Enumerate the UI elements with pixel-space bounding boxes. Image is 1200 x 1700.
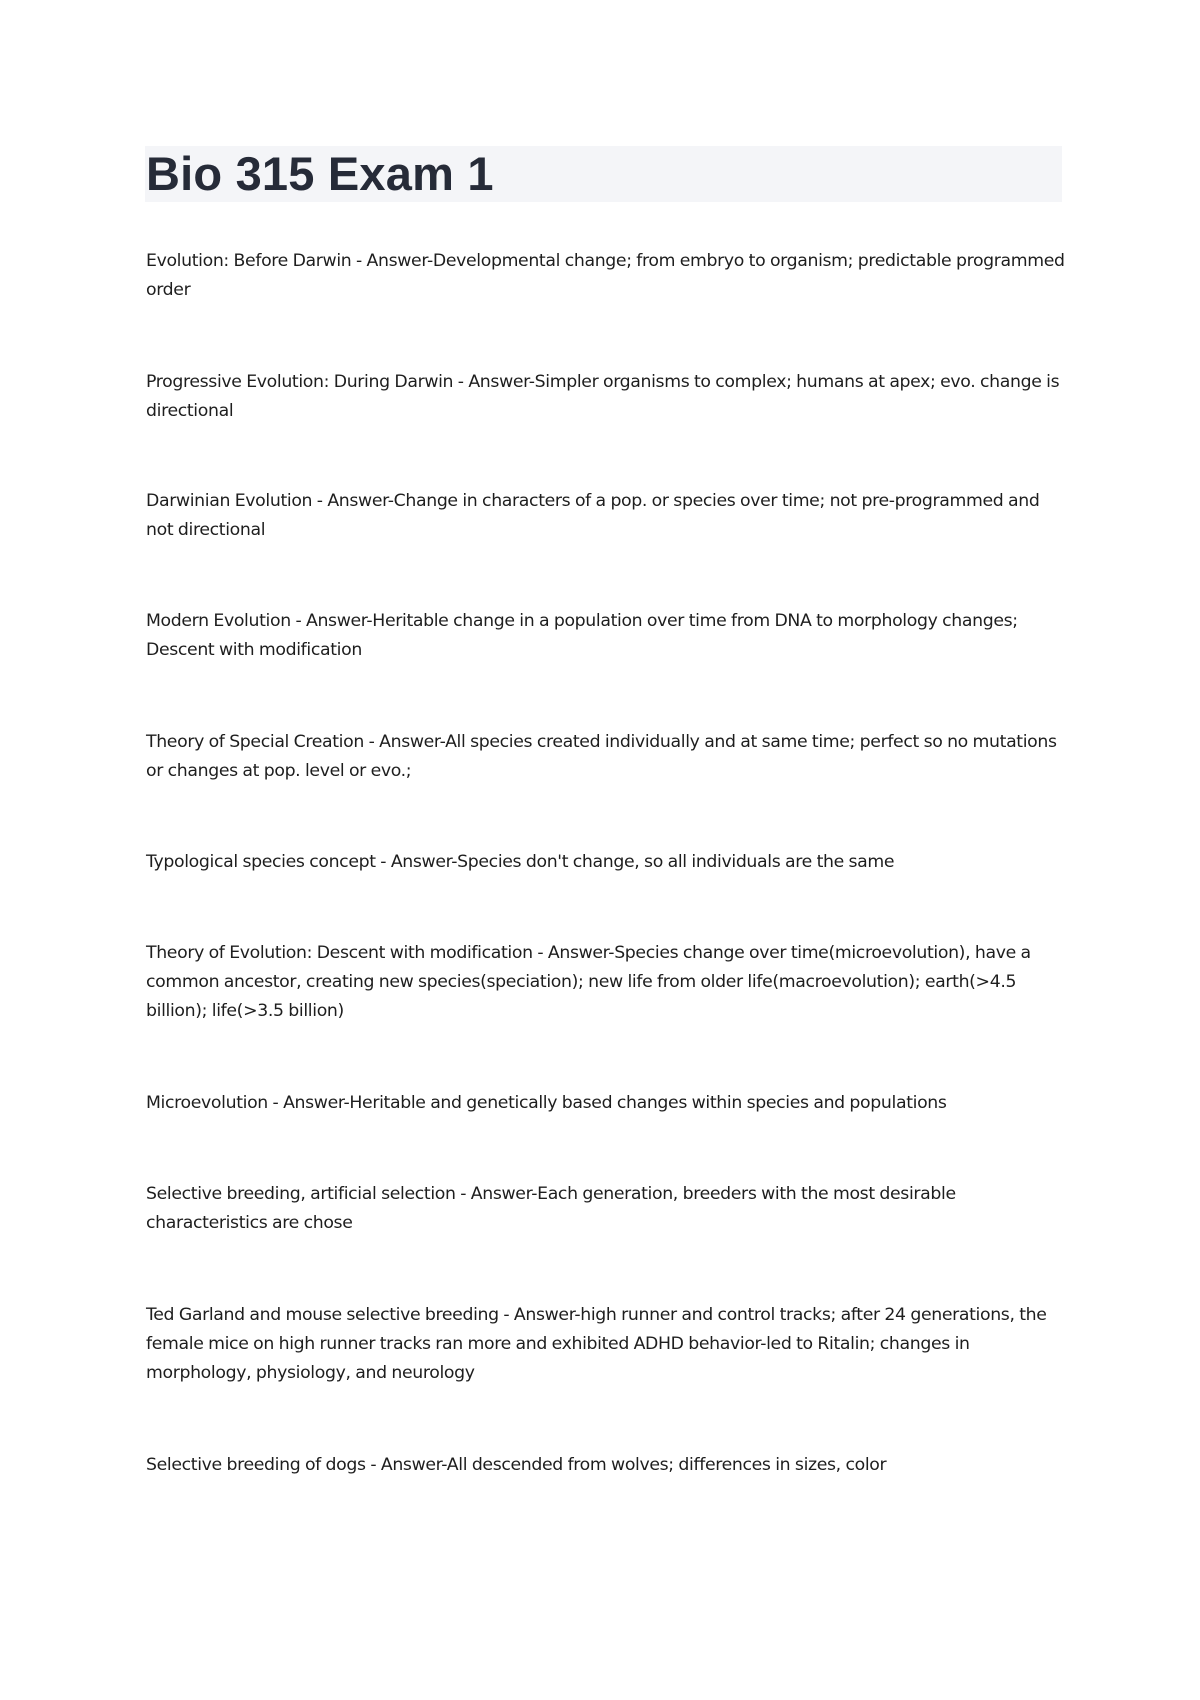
flashcard-entry: Theory of Special Creation - Answer-All species created individually and at same time; perfect so no mutations or changes at pop. level or evo.; [146,732,1057,781]
flashcard-entry: Ted Garland and mouse selective breeding - Answer-high runner and control tracks; after 24 generations, the female mice on high runner tracks ran more and exhibited ADHD behavior-led to Ritalin; changes in morphology, physiology, and neurology [146,1305,1047,1383]
flashcard-entry: Microevolution - Answer-Heritable and genetically based changes within species and populations [146,1093,947,1113]
flashcard-entry: Theory of Evolution: Descent with modification - Answer-Species change over time(microevolution), have a common ancestor, creating new species(speciation); new life from older life(macroevolution); earth(>4.5 billion); life(>3.5 billion) [146,943,1031,1021]
document-title: Bio 315 Exam 1 [146,147,494,200]
flashcard-entry: Modern Evolution - Answer-Heritable change in a population over time from DNA to morphology changes; Descent with modification [146,611,1018,660]
flashcard-entry: Typological species concept - Answer-Species don't change, so all individuals are the same [146,852,895,872]
flashcard-entry: Evolution: Before Darwin - Answer-Developmental change; from embryo to organism; predictable programmed order [146,251,1065,300]
flashcard-entry: Darwinian Evolution - Answer-Change in characters of a pop. or species over time; not pre-programmed and not directional [146,491,1040,540]
flashcard-entry: Progressive Evolution: During Darwin - Answer-Simpler organisms to complex; humans at apex; evo. change is directional [146,372,1060,421]
flashcard-entry: Selective breeding of dogs - Answer-All descended from wolves; differences in sizes, color [146,1455,887,1475]
flashcard-entry: Selective breeding, artificial selection - Answer-Each generation, breeders with the most desirable characteristics are chose [146,1184,956,1233]
